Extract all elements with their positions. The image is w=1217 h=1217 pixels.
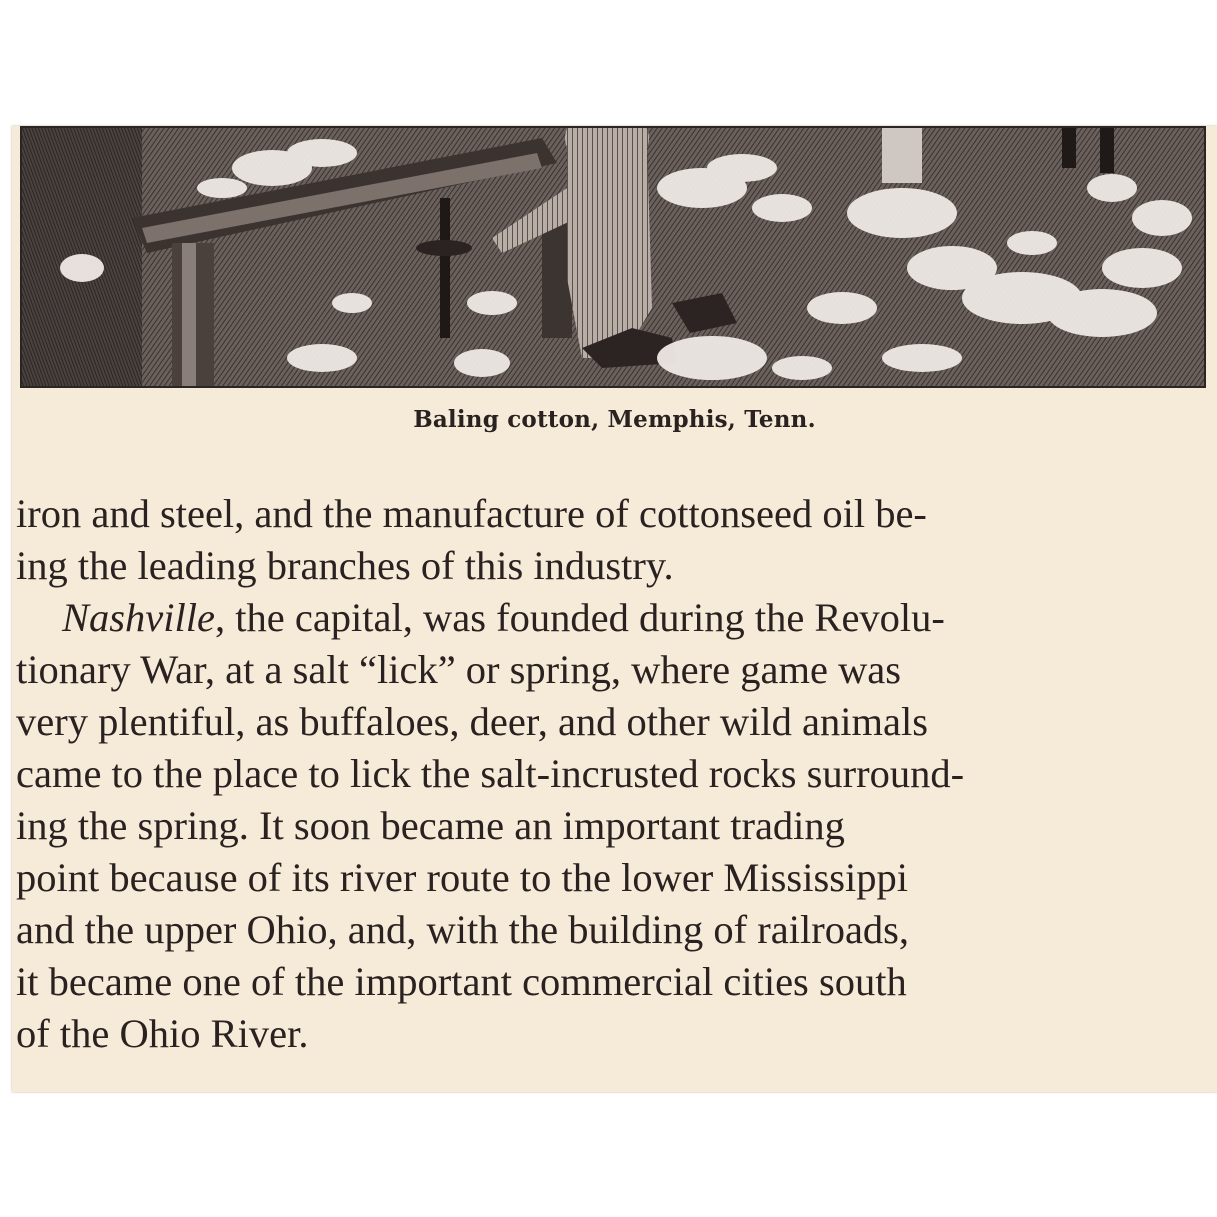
text-line: and the upper Ohio, and, with the building of railroads, [16, 907, 910, 952]
text-line: it became one of the important commercial cities south [16, 959, 907, 1004]
text-line [16, 592, 1217, 644]
nashville-word: Nashville [62, 595, 215, 640]
book-page-clipping [12, 126, 1217, 1092]
text-line: came to the place to lick the salt-incrusted rocks surround- [16, 751, 965, 796]
text-line: of the Ohio River. [16, 1011, 309, 1056]
text-line: iron and steel, and the manufacture of cottonseed oil be- [16, 491, 927, 536]
cotton-baling-engraving [20, 126, 1206, 388]
engraving-illustration [22, 128, 1204, 386]
text-line-rest: , the capital, was founded during the Revolu- [214, 595, 945, 640]
text-line: very plentiful, as buffaloes, deer, and other wild animals [16, 699, 928, 744]
text-line: ing the leading branches of this industry. [16, 543, 674, 588]
text-line: point because of its river route to the lower Mississippi [16, 855, 908, 900]
text-line: ing the spring. It soon became an important trading [16, 803, 845, 848]
body-text [16, 488, 1217, 1060]
figure-caption: Baling cotton, Memphis, Tenn. [413, 406, 816, 433]
text-line: tionary War, at a salt “lick” or spring, where game was [16, 647, 902, 692]
